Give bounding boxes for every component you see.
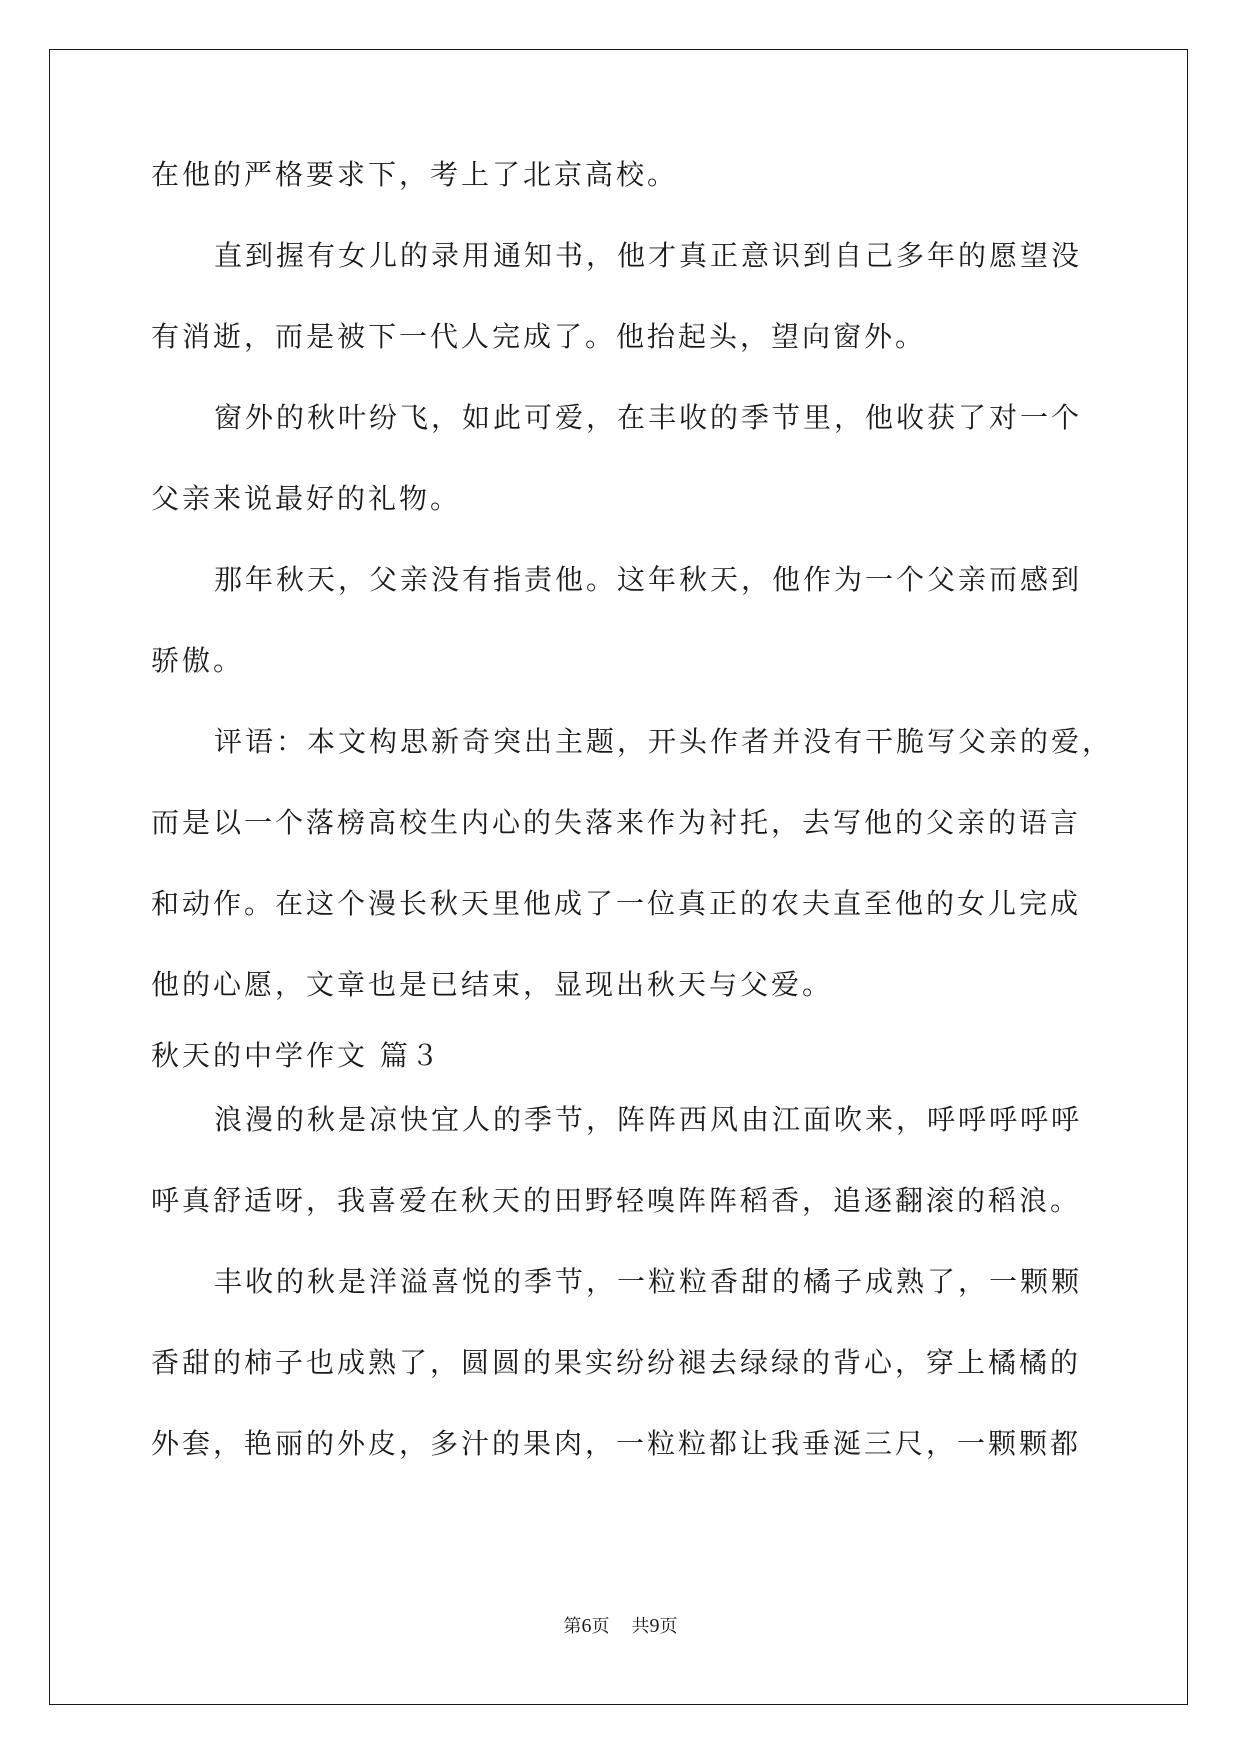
text-line: 评语：本文构思新奇突出主题，开头作者并没有干脆写父亲的爱， [214,725,1114,758]
text-line: 在他的严格要求下，考上了北京高校。 [151,158,679,191]
text-line: 外套，艳丽的外皮，多汁的果肉，一粒粒都让我垂涎三尺，一颗颗都 [151,1427,1082,1460]
total-suffix: 页 [659,1616,678,1637]
text-line: 丰收的秋是洋溢喜悦的季节，一粒粒香甜的橘子成熟了，一颗颗 [214,1265,1083,1298]
text-line: 而是以一个落榜高校生内心的失落来作为衬托，去写他的父亲的语言 [151,806,1082,839]
current-page-number: 6 [581,1615,592,1637]
text-line: 有消逝，而是被下一代人完成了。他抬起头，望向窗外。 [151,320,927,353]
text-line: 那年秋天，父亲没有指责他。这年秋天，他作为一个父亲而感到 [214,563,1083,596]
page-suffix: 页 [591,1616,610,1637]
text-line: 直到握有女儿的录用通知书，他才真正意识到自己多年的愿望没 [214,239,1083,272]
total-page-number: 9 [649,1615,660,1637]
total-prefix: 共 [631,1616,650,1637]
text-line: 骄傲。 [151,644,245,677]
document-body [151,148,1114,1498]
page-prefix: 第 [563,1616,582,1637]
text-line: 浪漫的秋是凉快宜人的季节，阵阵西风由江面吹来，呼呼呼呼呼 [214,1103,1083,1136]
text-line: 他的心愿，文章也是已结束，显现出秋天与父爱。 [151,968,834,1001]
text-line: 呼真舒适呀，我喜爱在秋天的田野轻嗅阵阵稻香，追逐翻滚的稻浪。 [151,1184,1082,1217]
text-line: 和动作。在这个漫长秋天里他成了一位真正的农夫直至他的女儿完成 [151,887,1082,920]
text-line: 香甜的柿子也成熟了，圆圆的果实纷纷褪去绿绿的背心，穿上橘橘的 [151,1346,1082,1379]
page-footer [0,1612,1241,1638]
section-heading: 秋天的中学作文 篇３ [151,1039,442,1072]
text-line: 窗外的秋叶纷飞，如此可爱，在丰收的季节里，他收获了对一个 [214,401,1083,434]
text-line: 父亲来说最好的礼物。 [151,482,462,515]
